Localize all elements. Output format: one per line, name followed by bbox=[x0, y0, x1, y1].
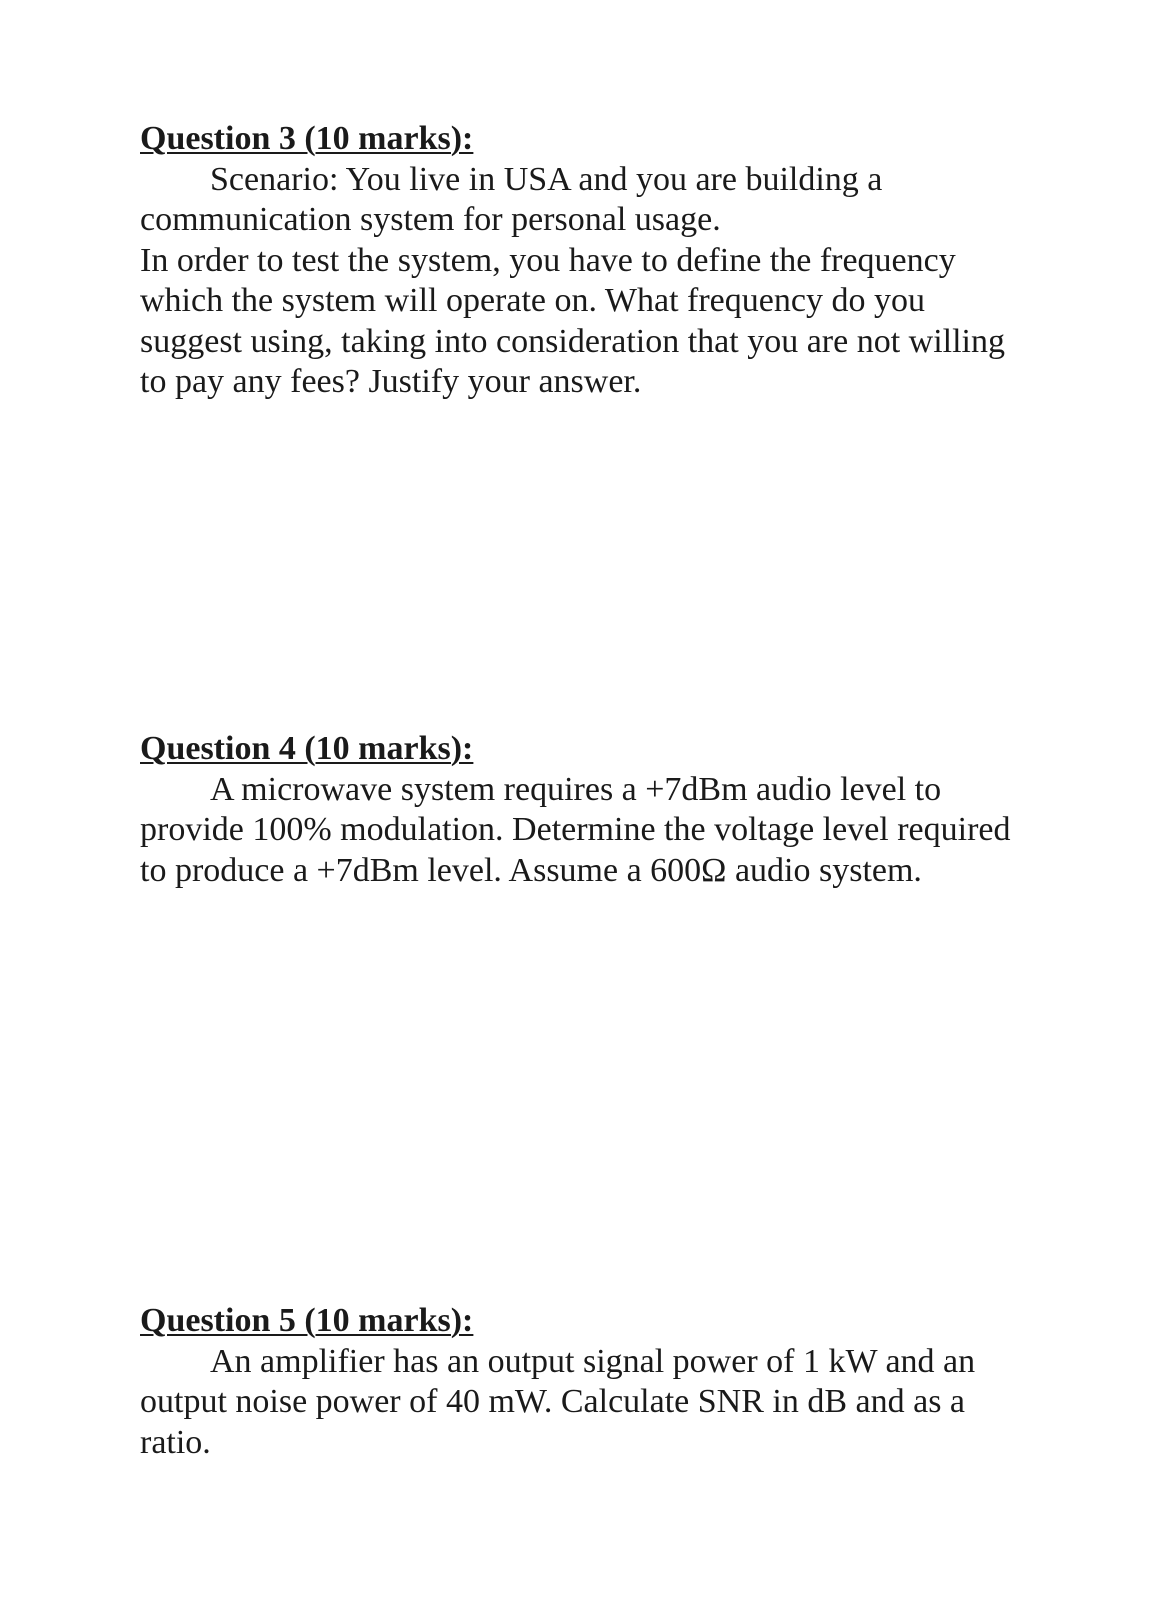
question-4-body bbox=[140, 770, 1080, 892]
question-4-heading: Question 4 (10 marks): bbox=[140, 730, 474, 767]
question-3-scenario bbox=[140, 160, 1080, 241]
text-line: which the system will operate on. What frequency do you bbox=[140, 282, 925, 319]
text-line: output noise power of 40 mW. Calculate SNR in dB and as a bbox=[140, 1383, 966, 1420]
text-line: An amplifier has an output signal power of 1 kW and an bbox=[210, 1342, 976, 1380]
question-5-heading: Question 5 (10 marks): bbox=[140, 1302, 474, 1339]
text-line: to produce a +7dBm level. Assume a 600Ω audio system. bbox=[140, 851, 922, 889]
text-line: communication system for personal usage. bbox=[140, 201, 721, 238]
text-line: Scenario: You live in USA and you are building a bbox=[210, 160, 883, 198]
question-3-task bbox=[140, 241, 1080, 403]
text-line: A microwave system requires a +7dBm audio level to bbox=[210, 770, 942, 808]
text-line: In order to test the system, you have to define the frequency bbox=[140, 241, 956, 279]
text-line: suggest using, taking into consideration that you are not willing bbox=[140, 322, 1005, 360]
question-5 bbox=[140, 1301, 1080, 1463]
text-line: ratio. bbox=[140, 1423, 211, 1461]
question-3-heading: Question 3 (10 marks): bbox=[140, 120, 474, 157]
text-line: to pay any fees? Justify your answer. bbox=[140, 363, 642, 400]
question-3 bbox=[140, 119, 1080, 403]
question-5-body bbox=[140, 1342, 1080, 1464]
question-4 bbox=[140, 729, 1080, 891]
text-line: provide 100% modulation. Determine the voltage level required bbox=[140, 811, 1011, 848]
